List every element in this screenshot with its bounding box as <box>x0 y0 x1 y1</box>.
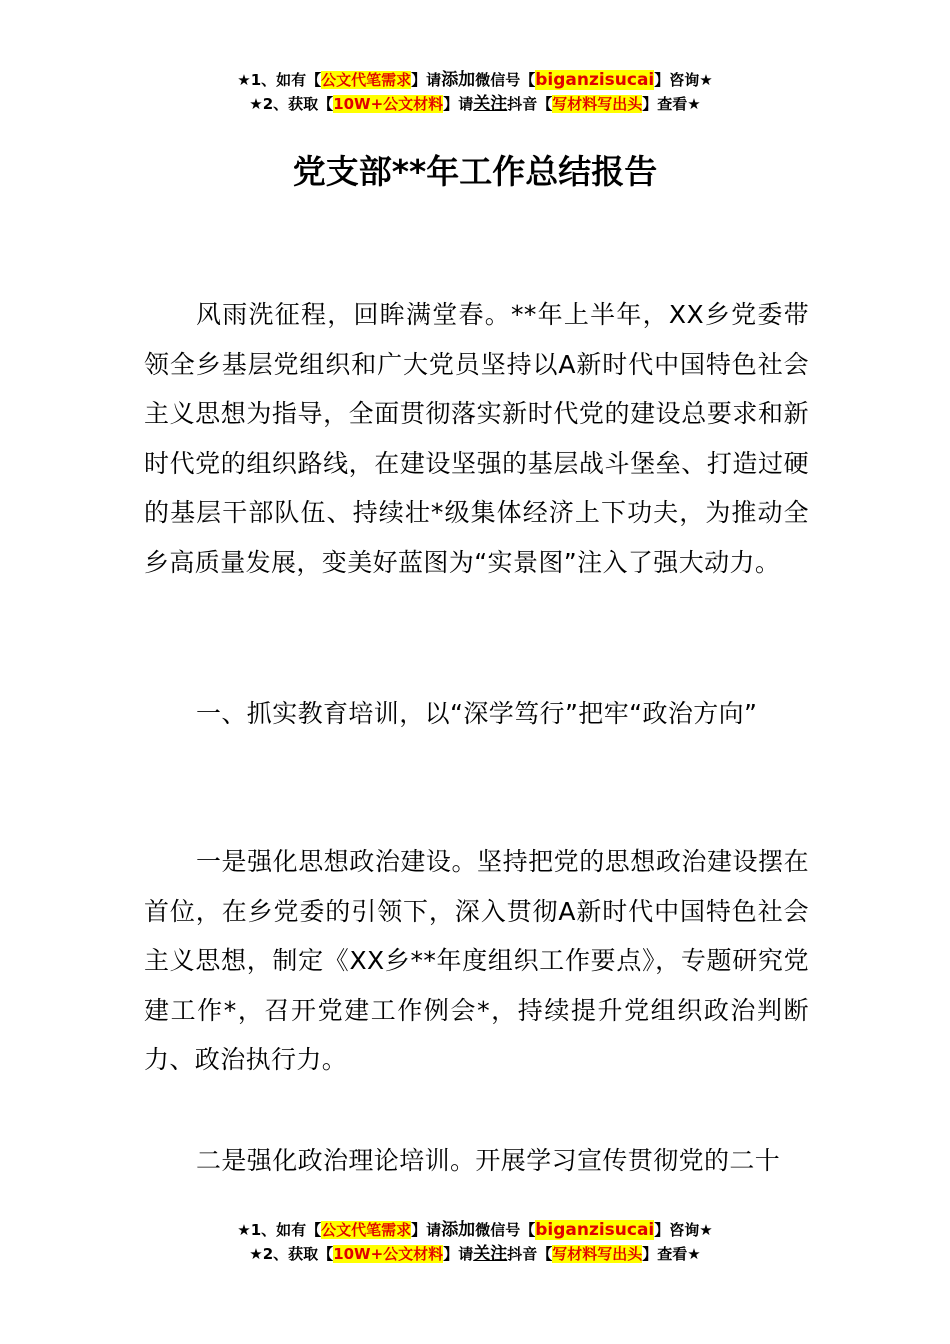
highlight-wechat-id: biganzisucai <box>535 1220 655 1240</box>
banner-text: ★2、获取【 <box>249 1245 334 1263</box>
highlight-wechat-id: biganzisucai <box>535 70 655 90</box>
intro-paragraph: 风雨洗征程，回眸满堂春。**年上半年，XX乡党委带领全乡基层党组织和广大党员坚持以A新时代中国特色社会主义思想为指导，全面贯彻落实新时代党的建设总要求和新时代党的组织路线，在建设坚强的基层战斗堡垒、打造过硬的基层干部队伍、持续壮*级集体经济上下功夫，为推动全乡高质量发展，变美好蓝图为“实景图”注入了强大动力。 <box>144 300 809 577</box>
banner-text: 】咨询★ <box>654 1221 713 1239</box>
banner-line-1 <box>0 68 950 92</box>
banner-text: 抖音【 <box>507 95 553 113</box>
banner-text: 】请 <box>411 71 442 89</box>
highlight-douyin-id: 写材料写出头 <box>552 95 643 113</box>
banner-line-2 <box>0 92 950 116</box>
banner-emphasis: 关注 <box>473 1244 508 1264</box>
banner-text: 】请 <box>443 1245 474 1263</box>
banner-text: 微信号【 <box>475 71 536 89</box>
document-title: 党支部**年工作总结报告 <box>292 152 658 191</box>
banner-text: 微信号【 <box>475 1221 536 1239</box>
body-paragraph-2: 二是强化政治理论培训。开展学习宣传贯彻党的二十 <box>196 1146 781 1175</box>
banner-text: 】请 <box>411 1221 442 1239</box>
banner-text: 】查看★ <box>642 95 701 113</box>
highlight-service: 公文代笔需求 <box>321 1221 412 1239</box>
header-banner <box>0 68 950 116</box>
banner-text: 】咨询★ <box>654 71 713 89</box>
banner-line-2 <box>0 1242 950 1266</box>
section-heading-1: 一、抓实教育培训，以“深学笃行”把牢“政治方向” <box>196 699 758 728</box>
banner-text: ★1、如有【 <box>237 1221 322 1239</box>
highlight-materials: 10W+公文材料 <box>333 1245 444 1263</box>
banner-emphasis: 关注 <box>473 94 508 114</box>
banner-emphasis: 添加 <box>441 1220 476 1240</box>
highlight-service: 公文代笔需求 <box>321 71 412 89</box>
highlight-douyin-id: 写材料写出头 <box>552 1245 643 1263</box>
banner-text: 抖音【 <box>507 1245 553 1263</box>
banner-text: 】请 <box>443 95 474 113</box>
banner-text: ★2、获取【 <box>249 95 334 113</box>
body-paragraph-1: 一是强化思想政治建设。坚持把党的思想政治建设摆在首位，在乡党委的引领下，深入贯彻A新时代中国特色社会主义思想，制定《XX乡**年度组织工作要点》，专题研究党建工作*，召开党建工作例会*，持续提升党组织政治判断力、政治执行力。 <box>144 847 809 1074</box>
banner-text: ★1、如有【 <box>237 71 322 89</box>
banner-emphasis: 添加 <box>441 70 476 90</box>
banner-text: 】查看★ <box>642 1245 701 1263</box>
highlight-materials: 10W+公文材料 <box>333 95 444 113</box>
banner-line-1 <box>0 1218 950 1242</box>
footer-banner <box>0 1218 950 1266</box>
